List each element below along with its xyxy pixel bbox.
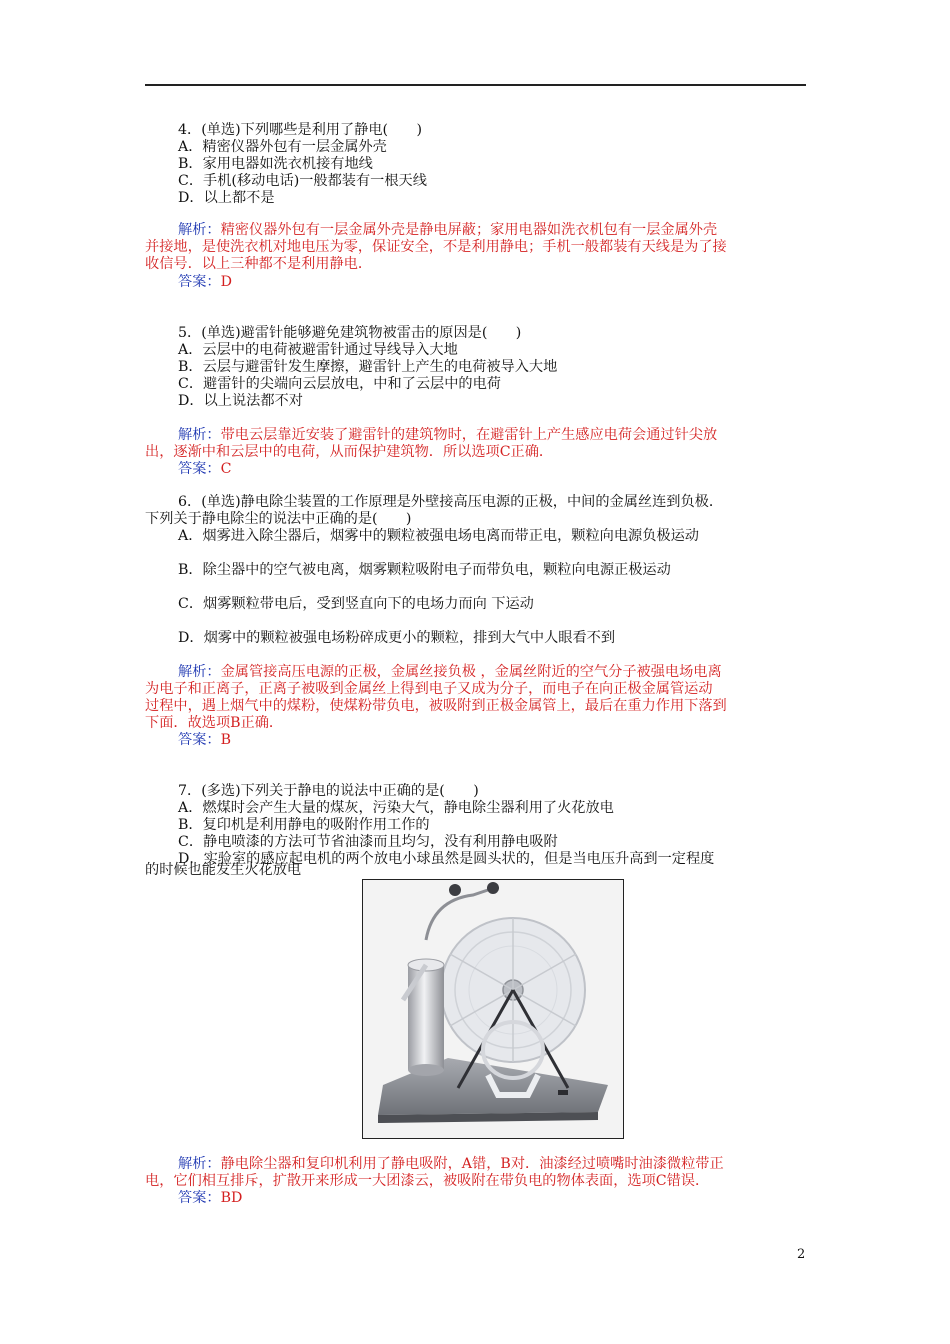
q6-option-b: B．除尘器中的空气被电离，烟雾颗粒吸附电子而带负电，颗粒向电源正极运动 (178, 562, 671, 578)
electrostatic-machine-photo (362, 879, 624, 1139)
q6-stem-line-1: 6．(单选)静电除尘装置的工作原理是外壁接高压电源的正极，中间的金属丝连到负极． (178, 494, 724, 510)
q5-analysis-label: 解析： (178, 427, 221, 443)
q5-answer (178, 461, 231, 478)
q4-analysis-line-2: 并接地，是使洗衣机对地电压为零，保证安全，不是利用静电；手机一般都装有天线是为了接 (145, 239, 727, 255)
q5-analysis-text-1: 带电云层靠近安装了避雷针的建筑物时，在避雷针上产生感应电荷会通过针尖放 (220, 427, 718, 443)
q7-option-d-cont: 的时候也能发生火花放电 (145, 862, 302, 878)
page-number: 2 (797, 1247, 806, 1262)
q7-option-b: B．复印机是利用静电的吸附作用工作的 (178, 817, 430, 833)
q6-answer-label: 答案： (178, 732, 221, 748)
q4-answer (178, 274, 232, 291)
q5-option-b: B．云层与避雷针发生摩擦，避雷针上产生的电荷被导入大地 (178, 359, 558, 375)
q4-option-b: B．家用电器如洗衣机接有地线 (178, 156, 373, 172)
q5-analysis-line-1 (178, 427, 717, 444)
q7-answer-label: 答案： (178, 1190, 221, 1206)
q6-option-a: A．烟雾进入除尘器后，烟雾中的颗粒被强电场电离而带正电，颗粒向电源负极运动 (178, 528, 699, 544)
q7-option-c: C．静电喷漆的方法可节省油漆而且均匀，没有利用静电吸附 (178, 834, 558, 850)
q4-analysis-line-1 (178, 222, 717, 239)
q6-answer-value: B (220, 732, 232, 748)
q6-stem-line-2: 下列关于静电除尘的说法中正确的是( ) (145, 511, 412, 527)
q4-option-c: C．手机(移动电话)一般都装有一根天线 (178, 173, 427, 189)
q4-stem: 4．(单选)下列哪些是利用了静电( ) (178, 122, 422, 138)
q4-option-d: D．以上都不是 (178, 190, 275, 206)
q7-stem: 7．(多选)下列关于静电的说法中正确的是( ) (178, 783, 479, 799)
q5-answer-label: 答案： (178, 461, 221, 477)
wimshurst-machine-image (363, 880, 623, 1138)
q5-option-d: D．以上说法都不对 (178, 393, 303, 409)
q4-analysis-line-3: 收信号．以上三种都不是利用静电． (145, 256, 373, 272)
q5-answer-value: C (220, 461, 232, 477)
q6-analysis-text-1: 金属管接高压电源的正极，金属丝接负极 ，金属丝附近的空气分子被强电场电离 (220, 664, 722, 680)
q5-stem: 5．(单选)避雷针能够避免建筑物被雷击的原因是( ) (178, 325, 522, 341)
q6-option-d: D．烟雾中的颗粒被强电场粉碎成更小的颗粒，排到大气中人眼看不到 (178, 630, 616, 646)
header-rule (145, 84, 806, 86)
q4-answer-value: D (220, 274, 232, 290)
q6-analysis-line-1 (178, 664, 722, 681)
q4-option-a: A．精密仪器外包有一层金属外壳 (178, 139, 387, 155)
q7-option-a: A．燃煤时会产生大量的煤灰，污染大气，静电除尘器利用了火花放电 (178, 800, 614, 816)
q7-analysis-line-1 (178, 1156, 724, 1173)
q7-answer-value: BD (220, 1190, 243, 1206)
q5-analysis-line-2: 出，逐渐中和云层中的电荷，从而保护建筑物．所以选项C正确． (145, 444, 554, 460)
q7-option-d: D．实验室的感应起电机的两个放电小球虽然是圆头状的，但是当电压升高到一定程度 (178, 851, 715, 867)
q4-analysis-text-1: 精密仪器外包有一层金属外壳是静电屏蔽；家用电器如洗衣机包有一层金属外壳 (220, 222, 718, 238)
q6-answer (178, 732, 231, 749)
q6-analysis-line-4: 下面．故选项B正确． (145, 715, 284, 731)
q4-analysis-label: 解析： (178, 222, 221, 238)
q7-analysis-line-2: 电，它们相互排斥，扩散开来形成一大团漆云，被吸附在带负电的物体表面，选项C错误． (145, 1173, 710, 1189)
q7-answer (178, 1190, 242, 1207)
q5-option-c: C．避雷针的尖端向云层放电，中和了云层中的电荷 (178, 376, 501, 392)
q6-analysis-label: 解析： (178, 664, 221, 680)
q4-answer-label: 答案： (178, 274, 221, 290)
q6-analysis-line-2: 为电子和正离子，正离子被吸到金属丝上得到电子又成为分子，而电子在向正极金属管运动 (145, 681, 713, 697)
q6-option-c: C．烟雾颗粒带电后，受到竖直向下的电场力而向 下运动 (178, 596, 534, 612)
q6-analysis-line-3: 过程中，遇上烟气中的煤粉，使煤粉带负电，被吸附到正极金属管上，最后在重力作用下落到 (145, 698, 727, 714)
q5-option-a: A．云层中的电荷被避雷针通过导线导入大地 (178, 342, 458, 358)
q7-analysis-text-1: 静电除尘器和复印机利用了静电吸附，A错，B对．油漆经过喷嘴时油漆微粒带正 (220, 1156, 724, 1172)
q7-analysis-label: 解析： (178, 1156, 221, 1172)
